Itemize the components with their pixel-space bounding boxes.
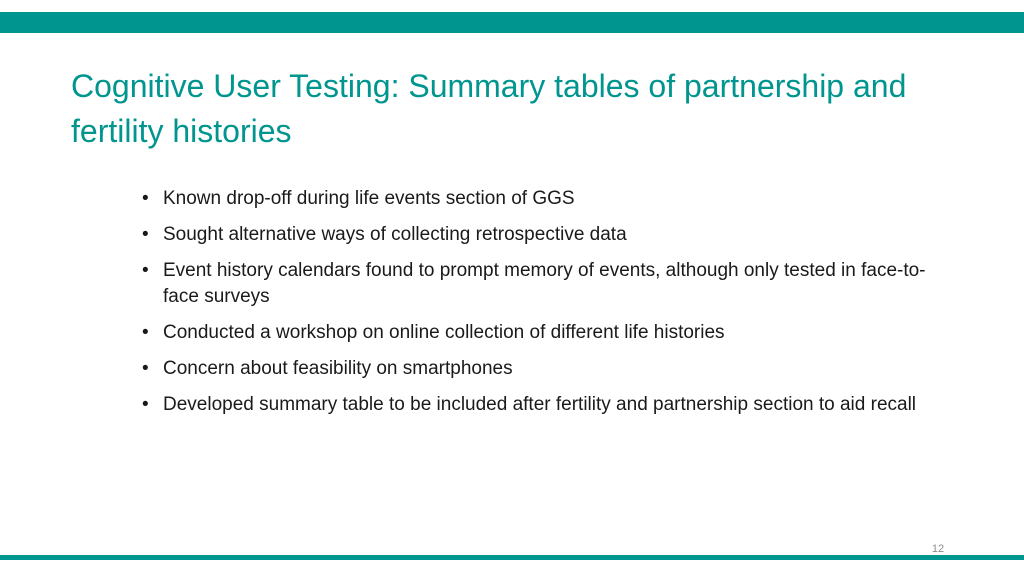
- bullet-item: [142, 222, 942, 248]
- bullet-item: [142, 186, 942, 212]
- page-number: 12: [931, 543, 945, 555]
- bullet-item: [142, 356, 942, 382]
- bullet-item: [142, 392, 942, 418]
- bullet-item: [142, 320, 942, 346]
- bullet-dot-icon: •: [142, 260, 149, 281]
- bullet-text: Concern about feasibility on smartphones: [163, 358, 513, 379]
- bullet-dot-icon: •: [142, 188, 149, 209]
- bullet-dot-icon: •: [142, 224, 149, 245]
- bullet-text: Conducted a workshop on online collection of different life histories: [163, 322, 725, 343]
- bullet-text: Developed summary table to be included after fertility and partnership section to aid recall: [163, 394, 917, 415]
- slide-title: Cognitive User Testing: Summary tables of partnership and fertility histories: [71, 68, 907, 149]
- bullet-dot-icon: •: [142, 358, 149, 379]
- bullet-item: [142, 258, 942, 310]
- bullet-dot-icon: •: [142, 322, 149, 343]
- bullet-text: Sought alternative ways of collecting retrospective data: [163, 224, 627, 245]
- top-accent-bar: [0, 12, 1024, 33]
- bullet-dot-icon: •: [142, 394, 149, 415]
- bottom-accent-bar: [0, 555, 1024, 560]
- bullet-text: Known drop-off during life events section of GGS: [163, 188, 575, 209]
- bullet-text: Event history calendars found to prompt memory of events, although only tested in face-to-face surveys: [163, 260, 926, 307]
- bullet-list: [142, 186, 942, 428]
